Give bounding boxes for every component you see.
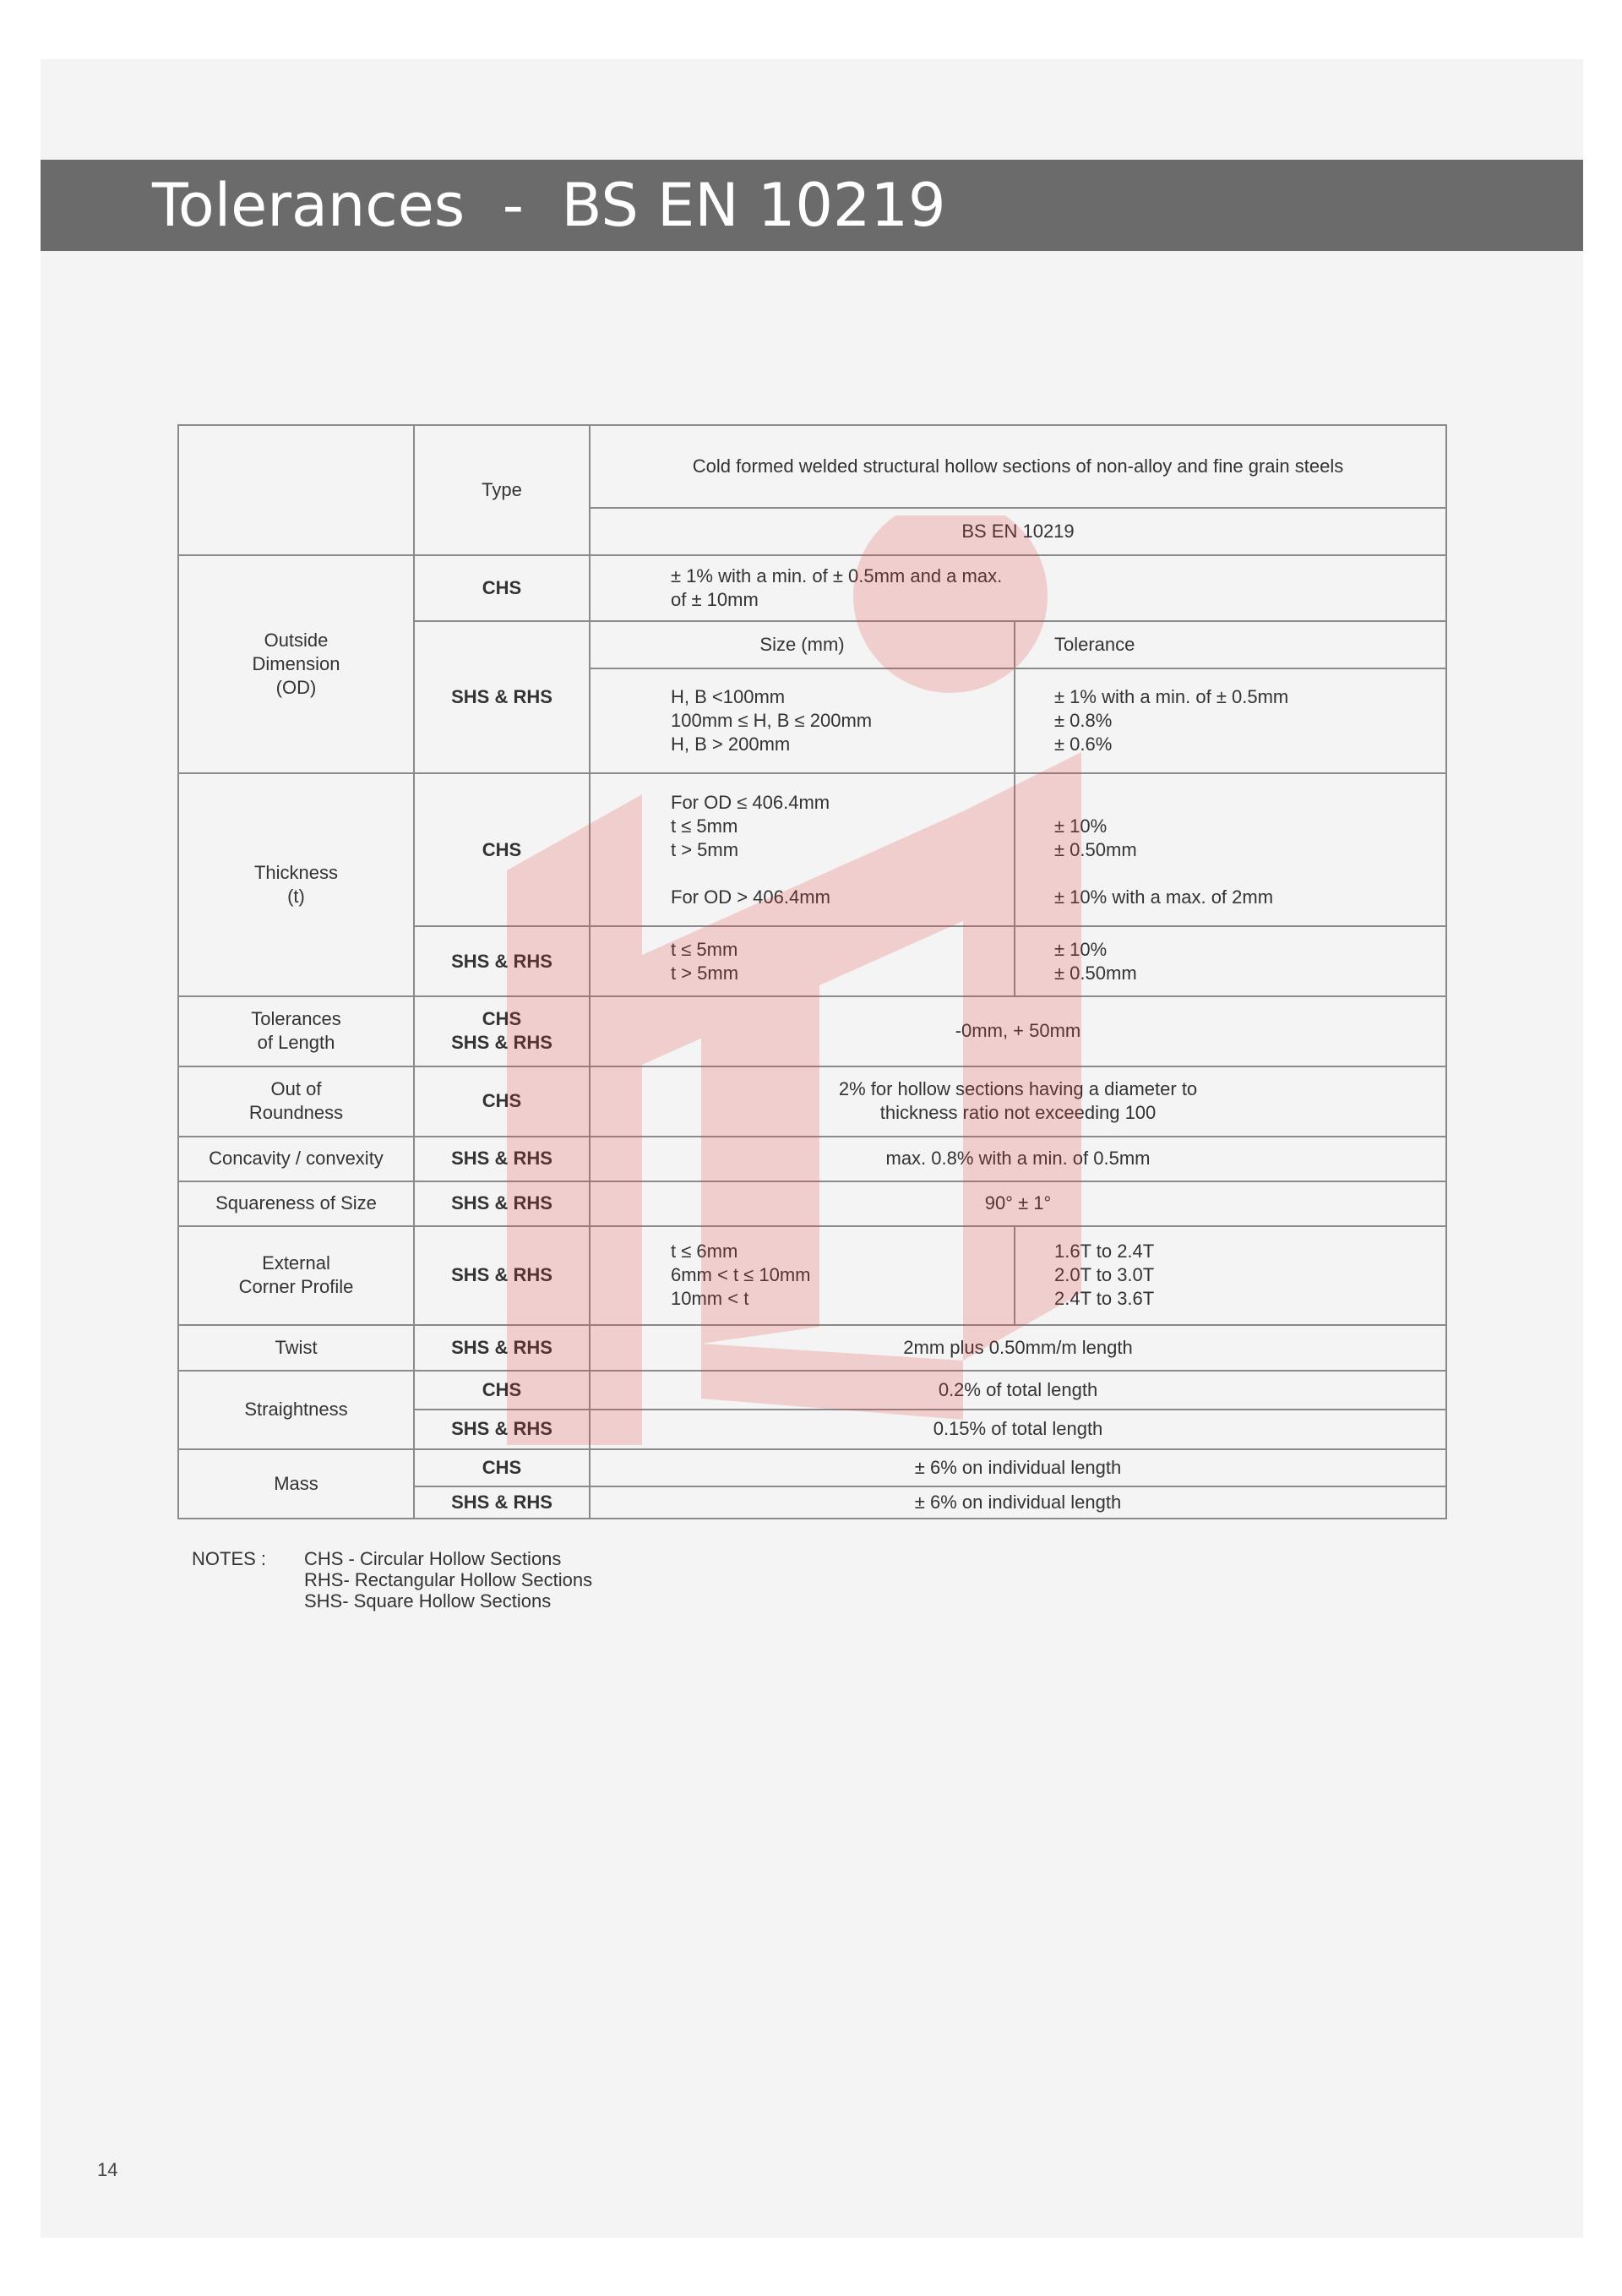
mass-chs-type: CHS (414, 1449, 590, 1486)
od-chs-type: CHS (414, 555, 590, 621)
corner-tolerances (1015, 1226, 1446, 1325)
od-size-line: H, B <100mm (671, 686, 786, 708)
page-number: 14 (97, 2159, 118, 2180)
thickness-size-line: t > 5mm (671, 962, 739, 984)
straightness-label: Straightness (178, 1371, 414, 1449)
note-item: CHS - Circular Hollow Sections (304, 1548, 562, 1569)
corner-label-line: Corner Profile (238, 1276, 354, 1298)
type-description: Cold formed welded structural hollow sections of non-alloy and fine grain steels (590, 425, 1446, 508)
tolerance-table (177, 424, 1447, 1519)
thickness-shs-sizes (590, 926, 1015, 996)
table-row (178, 773, 1446, 926)
table-row (178, 1371, 1446, 1410)
thickness-size-line: t ≤ 5mm (671, 815, 738, 837)
thickness-chs-type: CHS (414, 773, 590, 926)
od-tol-line: ± 0.8% (1054, 710, 1113, 732)
length-types (414, 996, 590, 1066)
od-label-line: Dimension (252, 653, 340, 675)
notes-label: NOTES : (192, 1548, 267, 1569)
twist-label: Twist (178, 1325, 414, 1371)
corner-sizes (590, 1226, 1015, 1325)
standard-name: BS EN 10219 (590, 508, 1446, 555)
od-tol-line: ± 1% with a min. of ± 0.5mm (1054, 686, 1289, 708)
type-header: Type (414, 425, 590, 555)
table-row (178, 1226, 1446, 1325)
spacer (1054, 791, 1445, 815)
thickness-size-line: For OD > 406.4mm (671, 886, 830, 908)
table-row (178, 1137, 1446, 1181)
corner-tol-line: 2.4T to 3.6T (1054, 1288, 1155, 1310)
header-blank-cell (178, 425, 414, 555)
corner-size-line: t ≤ 6mm (671, 1241, 738, 1263)
thickness-size-line: For OD ≤ 406.4mm (671, 791, 830, 813)
corner-tol-line: 1.6T to 2.4T (1054, 1241, 1155, 1263)
od-size-line: 100mm ≤ H, B ≤ 200mm (671, 710, 873, 732)
note-item: RHS- Rectangular Hollow Sections (304, 1569, 593, 1590)
mass-chs-value: ± 6% on individual length (590, 1449, 1446, 1486)
od-shs-type: SHS & RHS (414, 621, 590, 773)
notes-list (304, 1548, 727, 1612)
od-size-line: H, B > 200mm (671, 734, 791, 755)
length-label-line: Tolerances (251, 1008, 341, 1030)
thickness-shs-type: SHS & RHS (414, 926, 590, 996)
straightness-chs-type: CHS (414, 1371, 590, 1410)
length-value: -0mm, + 50mm (590, 996, 1446, 1066)
thickness-tol-line: ± 10% with a max. of 2mm (1054, 886, 1274, 908)
mass-label: Mass (178, 1449, 414, 1519)
thickness-label (178, 773, 414, 996)
roundness-label-line: Out of (270, 1078, 322, 1100)
od-chs-line: of ± 10mm (671, 589, 759, 611)
length-type-line: CHS (482, 1008, 522, 1030)
straightness-shs-value: 0.15% of total length (590, 1410, 1446, 1449)
od-label-line: (OD) (275, 677, 317, 699)
table-row (178, 996, 1446, 1066)
thickness-label-line: (t) (287, 886, 305, 908)
spacer (671, 862, 1014, 886)
corner-label (178, 1226, 414, 1325)
table-row (178, 1325, 1446, 1371)
length-label (178, 996, 414, 1066)
thickness-tol-line: ± 10% (1054, 938, 1108, 960)
thickness-tol-line: ± 10% (1054, 815, 1108, 837)
corner-size-line: 6mm < t ≤ 10mm (671, 1264, 811, 1286)
concavity-value: max. 0.8% with a min. of 0.5mm (590, 1137, 1446, 1181)
thickness-size-line: t > 5mm (671, 838, 739, 860)
corner-type: SHS & RHS (414, 1226, 590, 1325)
od-label-line: Outside (264, 630, 329, 652)
od-chs-value (590, 555, 1446, 621)
od-chs-line: ± 1% with a min. of ± 0.5mm and a max. (671, 565, 1003, 587)
spacer (1054, 862, 1445, 886)
roundness-label (178, 1066, 414, 1137)
mass-shs-type: SHS & RHS (414, 1486, 590, 1519)
thickness-size-line: t ≤ 5mm (671, 938, 738, 960)
page-title: Tolerances - BS EN 10219 (152, 171, 946, 240)
concavity-type: SHS & RHS (414, 1137, 590, 1181)
length-type-line: SHS & RHS (451, 1032, 552, 1054)
straightness-chs-value: 0.2% of total length (590, 1371, 1446, 1410)
thickness-tol-line: ± 0.50mm (1054, 962, 1137, 984)
length-label-line: of Length (257, 1032, 335, 1054)
size-column-header: Size (mm) (590, 621, 1015, 668)
od-tol-line: ± 0.6% (1054, 734, 1113, 755)
thickness-label-line: Thickness (253, 862, 339, 884)
thickness-chs-sizes (590, 773, 1015, 926)
od-shs-tolerances (1015, 668, 1446, 773)
roundness-type: CHS (414, 1066, 590, 1137)
mass-shs-value: ± 6% on individual length (590, 1486, 1446, 1519)
corner-label-line: External (262, 1252, 330, 1274)
squareness-type: SHS & RHS (414, 1181, 590, 1226)
roundness-value (590, 1066, 1446, 1137)
thickness-tol-line: ± 0.50mm (1054, 838, 1137, 860)
thickness-shs-tolerances (1015, 926, 1446, 996)
squareness-label: Squareness of Size (178, 1181, 414, 1226)
table-row (178, 1181, 1446, 1226)
corner-size-line: 10mm < t (671, 1288, 749, 1310)
od-label (178, 555, 414, 773)
table-row (178, 555, 1446, 621)
roundness-label-line: Roundness (248, 1102, 344, 1124)
thickness-chs-tolerances (1015, 773, 1446, 926)
squareness-value: 90° ± 1° (590, 1181, 1446, 1226)
od-shs-sizes (590, 668, 1015, 773)
table-row (178, 1066, 1446, 1137)
twist-type: SHS & RHS (414, 1325, 590, 1371)
roundness-value-line: thickness ratio not exceeding 100 (879, 1102, 1157, 1124)
twist-value: 2mm plus 0.50mm/m length (590, 1325, 1446, 1371)
table-header-row (178, 425, 1446, 508)
note-item: SHS- Square Hollow Sections (304, 1590, 552, 1612)
concavity-label: Concavity / convexity (178, 1137, 414, 1181)
roundness-value-line: 2% for hollow sections having a diameter to (838, 1078, 1198, 1100)
corner-tol-line: 2.0T to 3.0T (1054, 1264, 1155, 1286)
straightness-shs-type: SHS & RHS (414, 1410, 590, 1449)
table-row (178, 1449, 1446, 1486)
tolerance-column-header: Tolerance (1015, 621, 1446, 668)
